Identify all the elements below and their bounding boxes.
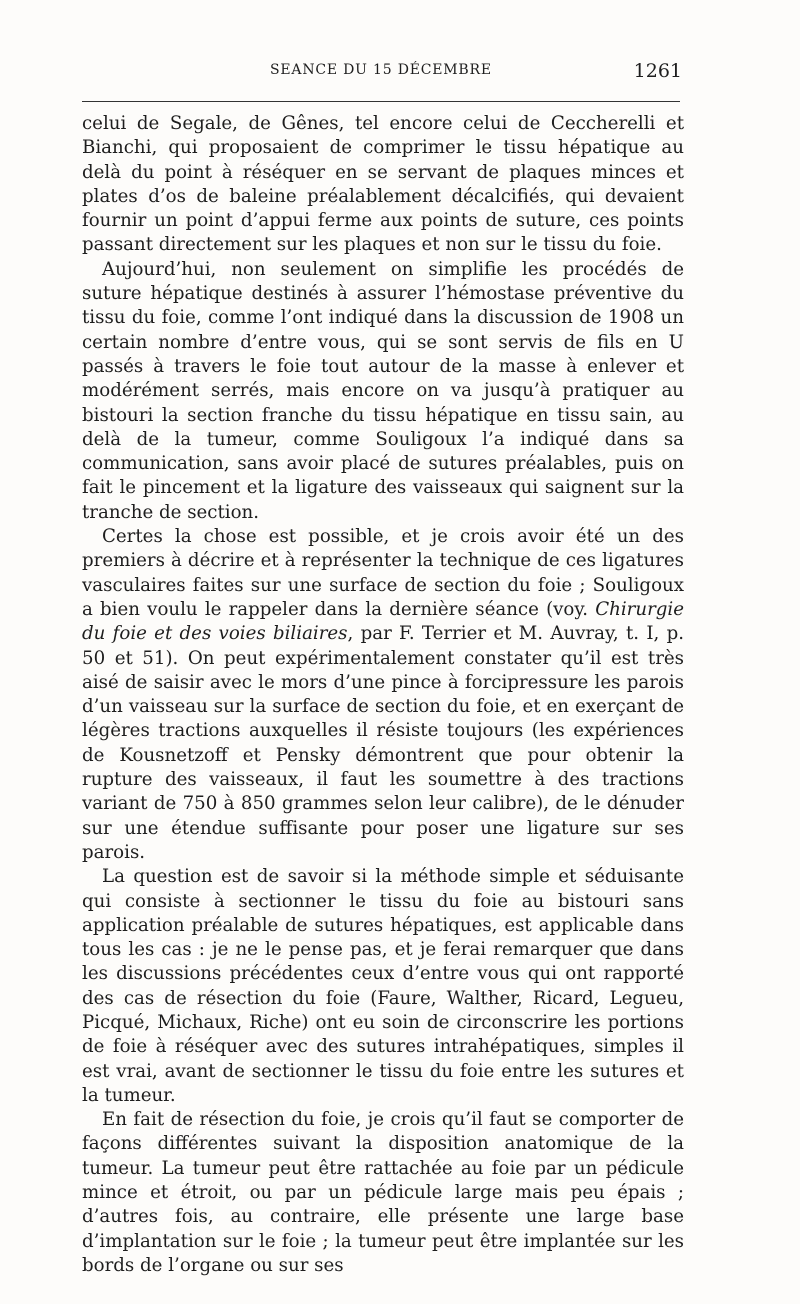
paragraph: En fait de résection du foie, je crois qu’il faut se comporter de façons différentes suivant la disposition anatomique de la tumeur. La tumeur peut être rattachée au foie par un pédicule mince et étroit, ou par un pédicule large mais peu épais ; d’autres fois, au contraire, elle présente une large base d’implantation sur le foie ; la tumeur peut être implantée sur les bords de l’organe ou sur ses [82,1109,684,1276]
book-title-citation: Chirurgie du foie et des voies biliaires [82,598,684,645]
running-head [82,62,682,86]
paragraph: La question est de savoir si la méthode simple et séduisante qui consiste à sectionner le tissu du foie au bistouri sans application préalable de sutures hépatiques, est applicable dans tous les cas : je ne le pense pas, et je ferai remarquer que dans les discussions précédentes ceux d’entre vous qui ont rapporté des cas de résection du foie (Faure, Walther, Ricard, Legueu, Picqué, Michaux, Riche) ont eu soin de circonscrire les portions de foie à réséquer avec des sutures intrahépatiques, simples il est vrai, avant de sectionner le tissu du foie entre les sutures et la tumeur. [82,866,684,1106]
page-number: 1261 [633,60,682,82]
paragraph-text: Certes la chose est possible, et je crois avoir été un des premiers à décrire et à représenter la technique de ces ligatures vasculaires faites sur une surface de section du foie ; Souligoux a bien voulu le rappeler dans la dernière séance (voy. [82,526,684,620]
header-rule [82,101,680,102]
running-title: SEANCE DU 15 DÉCEMBRE [270,62,492,78]
paragraph: Aujourd’hui, non seulement on simplifie les procédés de suture hépatique destinés à assurer l’hémostase préventive du tissu du foie, comme l’ont indiqué dans la discussion de 1908 un certain nombre d’entre vous, qui se sont servis de fils en U passés à travers le foie tout autour de la masse à enlever et modérément serrés, mais encore on va jusqu’à pratiquer au bistouri la section franche du tissu hépatique en tissu sain, au delà de la tumeur, comme Souligoux l’a indiqué dans sa communication, sans avoir placé de sutures préalables, puis on fait le pincement et la ligature des vaisseaux qui saignent sur la tranche de section. [82,258,684,523]
body-text [82,112,684,1278]
paragraph-with-citation [82,525,684,865]
paragraph-text: , par F. Terrier et M. Auvray, t. I, p. 50 et 51). On peut expérimentalement constater qu’il est très aisé de saisir avec le mors d’une pince à forcipressure les parois d’un vaisseau sur la surface de section du foie, et en exerçant de légères tractions auxquelles il résiste toujours (les expériences de Kousnetzoff et Pensky démontrent que pour obtenir la rupture des vaisseaux, il faut les soumettre à des tractions variant de 750 à 850 grammes selon leur calibre), de le dénuder sur une étendue suffisante pour poser une ligature sur ses parois. [82,623,684,863]
paragraph-continued: celui de Segale, de Gênes, tel encore celui de Ceccherelli et Bianchi, qui proposaient de comprimer le tissu hépatique au delà du point à réséquer en se servant de plaques minces et plates d’os de baleine préalablement décalcifiés, qui devaient fournir un point d’appui ferme aux points de suture, ces points passant directement sur les plaques et non sur le tissu du foie. [82,113,684,256]
